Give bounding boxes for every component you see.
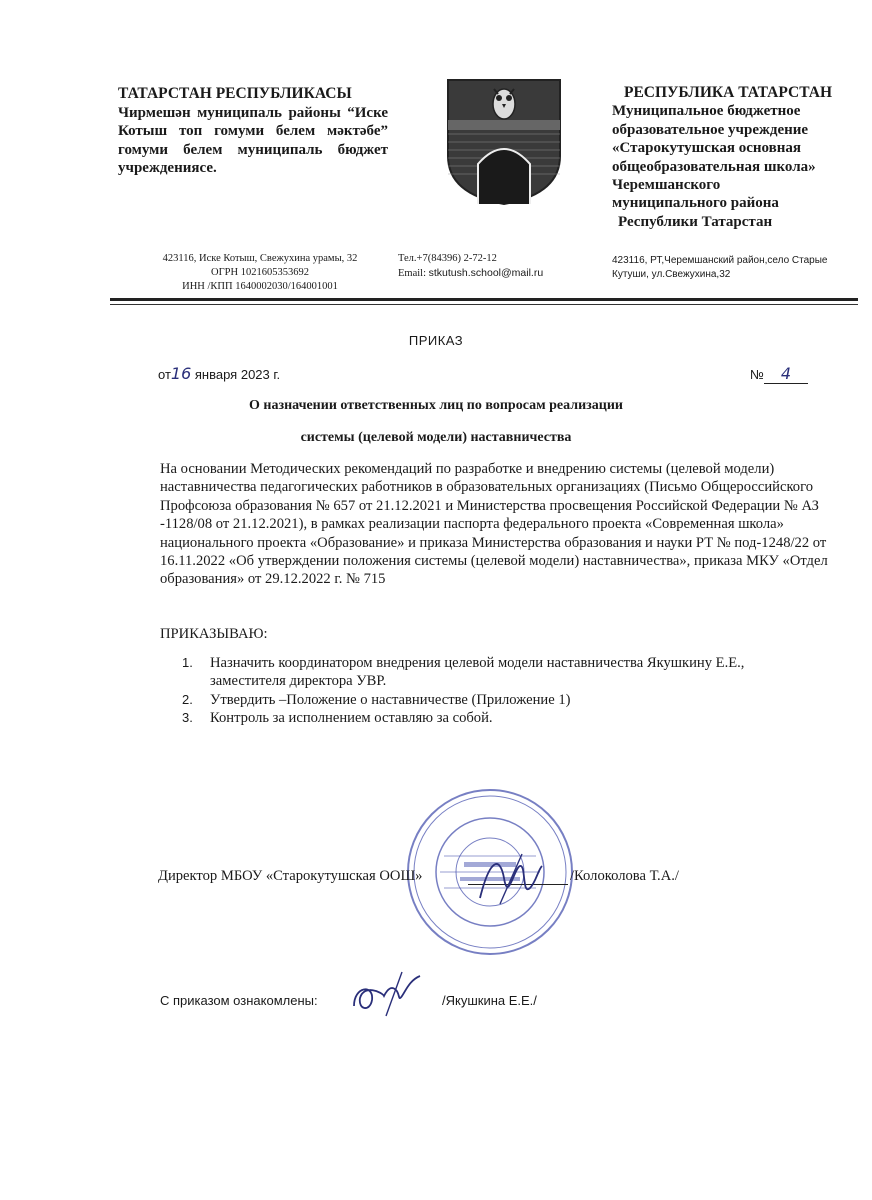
coat-of-arms-icon (444, 76, 564, 206)
address-left-line: 423116, Иске Котыш, Свежухина урамы, 32 (162, 253, 358, 264)
header-right-title: РЕСПУБЛИКА ТАТАРСТАН (624, 84, 833, 101)
director-signature-icon (470, 848, 550, 918)
directive-heading: ПРИКАЗЫВАЮ: (160, 626, 268, 642)
order-title: ПРИКАЗ (408, 333, 464, 348)
header-right-line: образовательное учреждение (612, 121, 809, 138)
list-item-number: 2. (182, 691, 193, 707)
header-right-line: Республики Татарстан (618, 213, 773, 230)
acknowledged-signature-icon (346, 966, 426, 1026)
order-subject-line-1: О назначении ответственных лиц по вопросам реализации (248, 398, 623, 413)
date-prefix: от (158, 367, 171, 382)
header-right-block (612, 84, 862, 231)
address-right-line: Кутуши, ул.Свежухина,32 (612, 269, 731, 280)
list-item (182, 709, 822, 727)
list-item-text: Назначить координатором внедрения целевой модели наставничества Якушкину Е.Е., заместителя директора УВР. (210, 655, 745, 690)
list-item-text: Контроль за исполнением оставляю за собой. (210, 710, 493, 727)
email-row (398, 266, 578, 281)
number-prefix: № (750, 367, 764, 382)
list-item (182, 654, 822, 691)
list-item (182, 691, 822, 709)
header-right-line: «Старокутушская основная (612, 140, 802, 157)
header-right-line: Муниципальное бюджетное (612, 103, 801, 120)
header-right-line: общеобразовательная школа» (612, 158, 816, 175)
order-date (158, 364, 280, 383)
list-item-text: Утвердить –Положение о наставничестве (Приложение 1) (210, 691, 571, 708)
date-rest: января 2023 г. (194, 367, 281, 382)
address-left-line: ОГРН 1021605353692 (211, 267, 309, 278)
address-left-line: ИНН /КПП 1640002030/164001001 (182, 281, 338, 292)
header-left-title: ТАТАРСТАН РЕСПУБЛИКАСЫ (118, 85, 352, 102)
address-right-line: 423116, РТ,Черемшанский район,село Старые (612, 255, 828, 266)
email-link[interactable]: stkutush.school@mail.ru (428, 267, 544, 279)
header-right-line: Черемшанского (612, 177, 721, 194)
address-left (140, 252, 380, 294)
header-right-line: муниципального района (612, 195, 779, 212)
phone: Тел.+7(84396) 2-72-12 (398, 253, 497, 264)
list-item-number: 3. (182, 710, 193, 726)
director-label: Директор МБОУ «Старокутушская ООШ» (158, 868, 423, 884)
header-divider-thin (110, 304, 858, 305)
list-item-number: 1. (182, 655, 193, 670)
order-basis-paragraph: На основании Методических рекомендаций по разработке и внедрению системы (целевой модели) наставничества педагогических работников в образовательных организациях (Письмо Общероссийского Профсоюза образования № 657 от 21.12.2021 и Министерства просвещения Российской Федерации № АЗ -1128/08 от 21.12.2021), в рамках реализации паспорта федерального проекта «Современная школа» национального проекта «Образование» и приказа Министерства образования и науки РТ № под-1248/22 от 16.11.2022 «Об утверждении положения системы (целевой модели) наставничества», приказа МКУ «Отдел образования» от 29.12.2022 г. № 715 (160, 461, 828, 588)
order-number (750, 364, 808, 384)
acknowledged-name: /Якушкина Е.Е./ (442, 993, 537, 1008)
number-value: 4 (780, 364, 792, 383)
address-right (612, 254, 862, 282)
order-subject-line-2: системы (целевой модели) наставничества (300, 430, 572, 445)
directive-list (182, 654, 822, 728)
director-name: /Колоколова Т.А./ (570, 868, 679, 884)
acknowledged-label: С приказом ознакомлены: (160, 993, 318, 1008)
email-label: Email: (398, 268, 426, 279)
header-divider-thick (110, 298, 858, 301)
address-contacts (398, 252, 578, 281)
header-left-block (118, 85, 388, 178)
header-left-body: Чирмешән муниципаль районы “Иске Котыш топ гомуми белем мәктәбе” гомуми белем муниципаль бюджет учреждениясе. (118, 104, 388, 176)
date-day: 16 (170, 364, 192, 383)
